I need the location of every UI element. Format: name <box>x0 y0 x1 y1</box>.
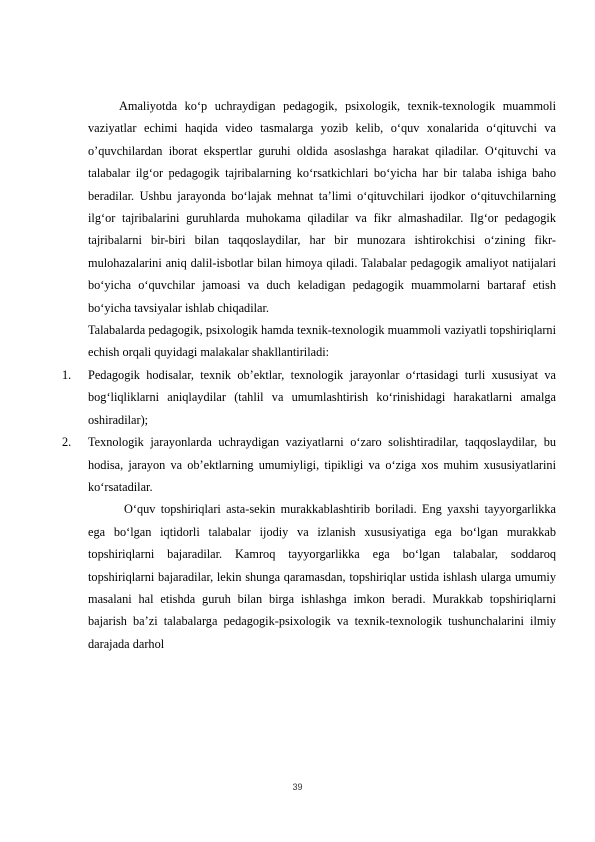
list-item-text: Pedagogik hodisalar, texnik ob’ektlar, texnologik jarayonlar o‘rtasidagi turli xususiyat va bog‘liqliklarni aniqlaydilar (tahlil va umumlashtirish ko‘rinishidagi harakatlarni amalga oshiradilar); <box>88 367 556 427</box>
list-item <box>62 364 556 431</box>
list-item-number: 1. <box>62 367 72 382</box>
skills-list <box>62 364 556 498</box>
list-item <box>62 431 556 498</box>
body-text <box>62 95 556 655</box>
paragraph-intro: Amaliyotda ko‘p uchraydigan pedagogik, psixologik, texnik-texnologik muammoli vaziyatlar echimi haqida video tasmalarga yozib kelib, o‘quv xonalarida o‘qituvchi va o’quvchilardan iborat ekspertlar guruhi oldida asoslashga harakat qiladilar. O‘qituvchi va talabalar ilg‘or pedagogik tajribalarning ko‘rsatkichlari bo‘yicha har bir talaba ishiga baho beradilar. Ushbu jarayonda bo‘lajak mehnat ta’limi o‘qituvchilari ijodkor o‘qituvchilarning ilg‘or tajribalarini guruhlarda muhokama qiladilar va fikr almashadilar. Ilg‘or pedagogik tajribalarni bir-biri bilan taqqoslaydilar, har bir munozara ishtirokchisi o‘zining fikr-mulohazalarini aniq dalil-isbotlar bilan himoya qiladi. Talabalar pedagogik amaliyot natijalari bo‘yicha o‘quvchilar jamoasi va duch keladigan pedagogik muammolarni bartaraf etish bo‘yicha tavsiyalar ishlab chiqadilar. <box>88 99 556 315</box>
list-item-number: 2. <box>62 435 72 450</box>
page-number: 39 <box>292 782 303 792</box>
list-item-text: Texnologik jarayonlarda uchraydigan vaziyatlarni o‘zaro solishtiradilar, taqqoslaydilar, bu hodisa, jarayon va ob’ektlarning umumiyligi, tipikligi va o‘ziga xos muhim xususiyatlarini ko‘rsatadilar. <box>88 435 556 494</box>
paragraph-closing: O‘quv topshiriqlari asta-sekin murakkablashtirib boriladi. Eng yaxshi tayyorgarlikka ega bo‘lgan iqtidorli talabalar ijodiy va izlanish xususiyatiga ega bo‘lgan murakkab topshiriqlarni bajaradilar. Kamroq tayyorgarlikka ega bo‘lgan talabalar, soddaroq topshiriqlarni bajaradilar, lekin shunga qaramasdan, topshiriqlar ustida ishlash ularga umumiy masalani hal etishda guruh bilan birga ishlashga imkon beradi. Murakkab topshiriqlarni bajarish ba’zi talabalarga pedagogik-psixologik va texnik-texnologik tushunchalarini ilmiy darajada darhol <box>88 502 556 651</box>
paragraph-skills-lead: Talabalarda pedagogik, psixologik hamda texnik-texnologik muammoli vaziyatli topshiriqlarni echish orqali quyidagi malakalar shakllantiriladi: <box>88 323 556 360</box>
